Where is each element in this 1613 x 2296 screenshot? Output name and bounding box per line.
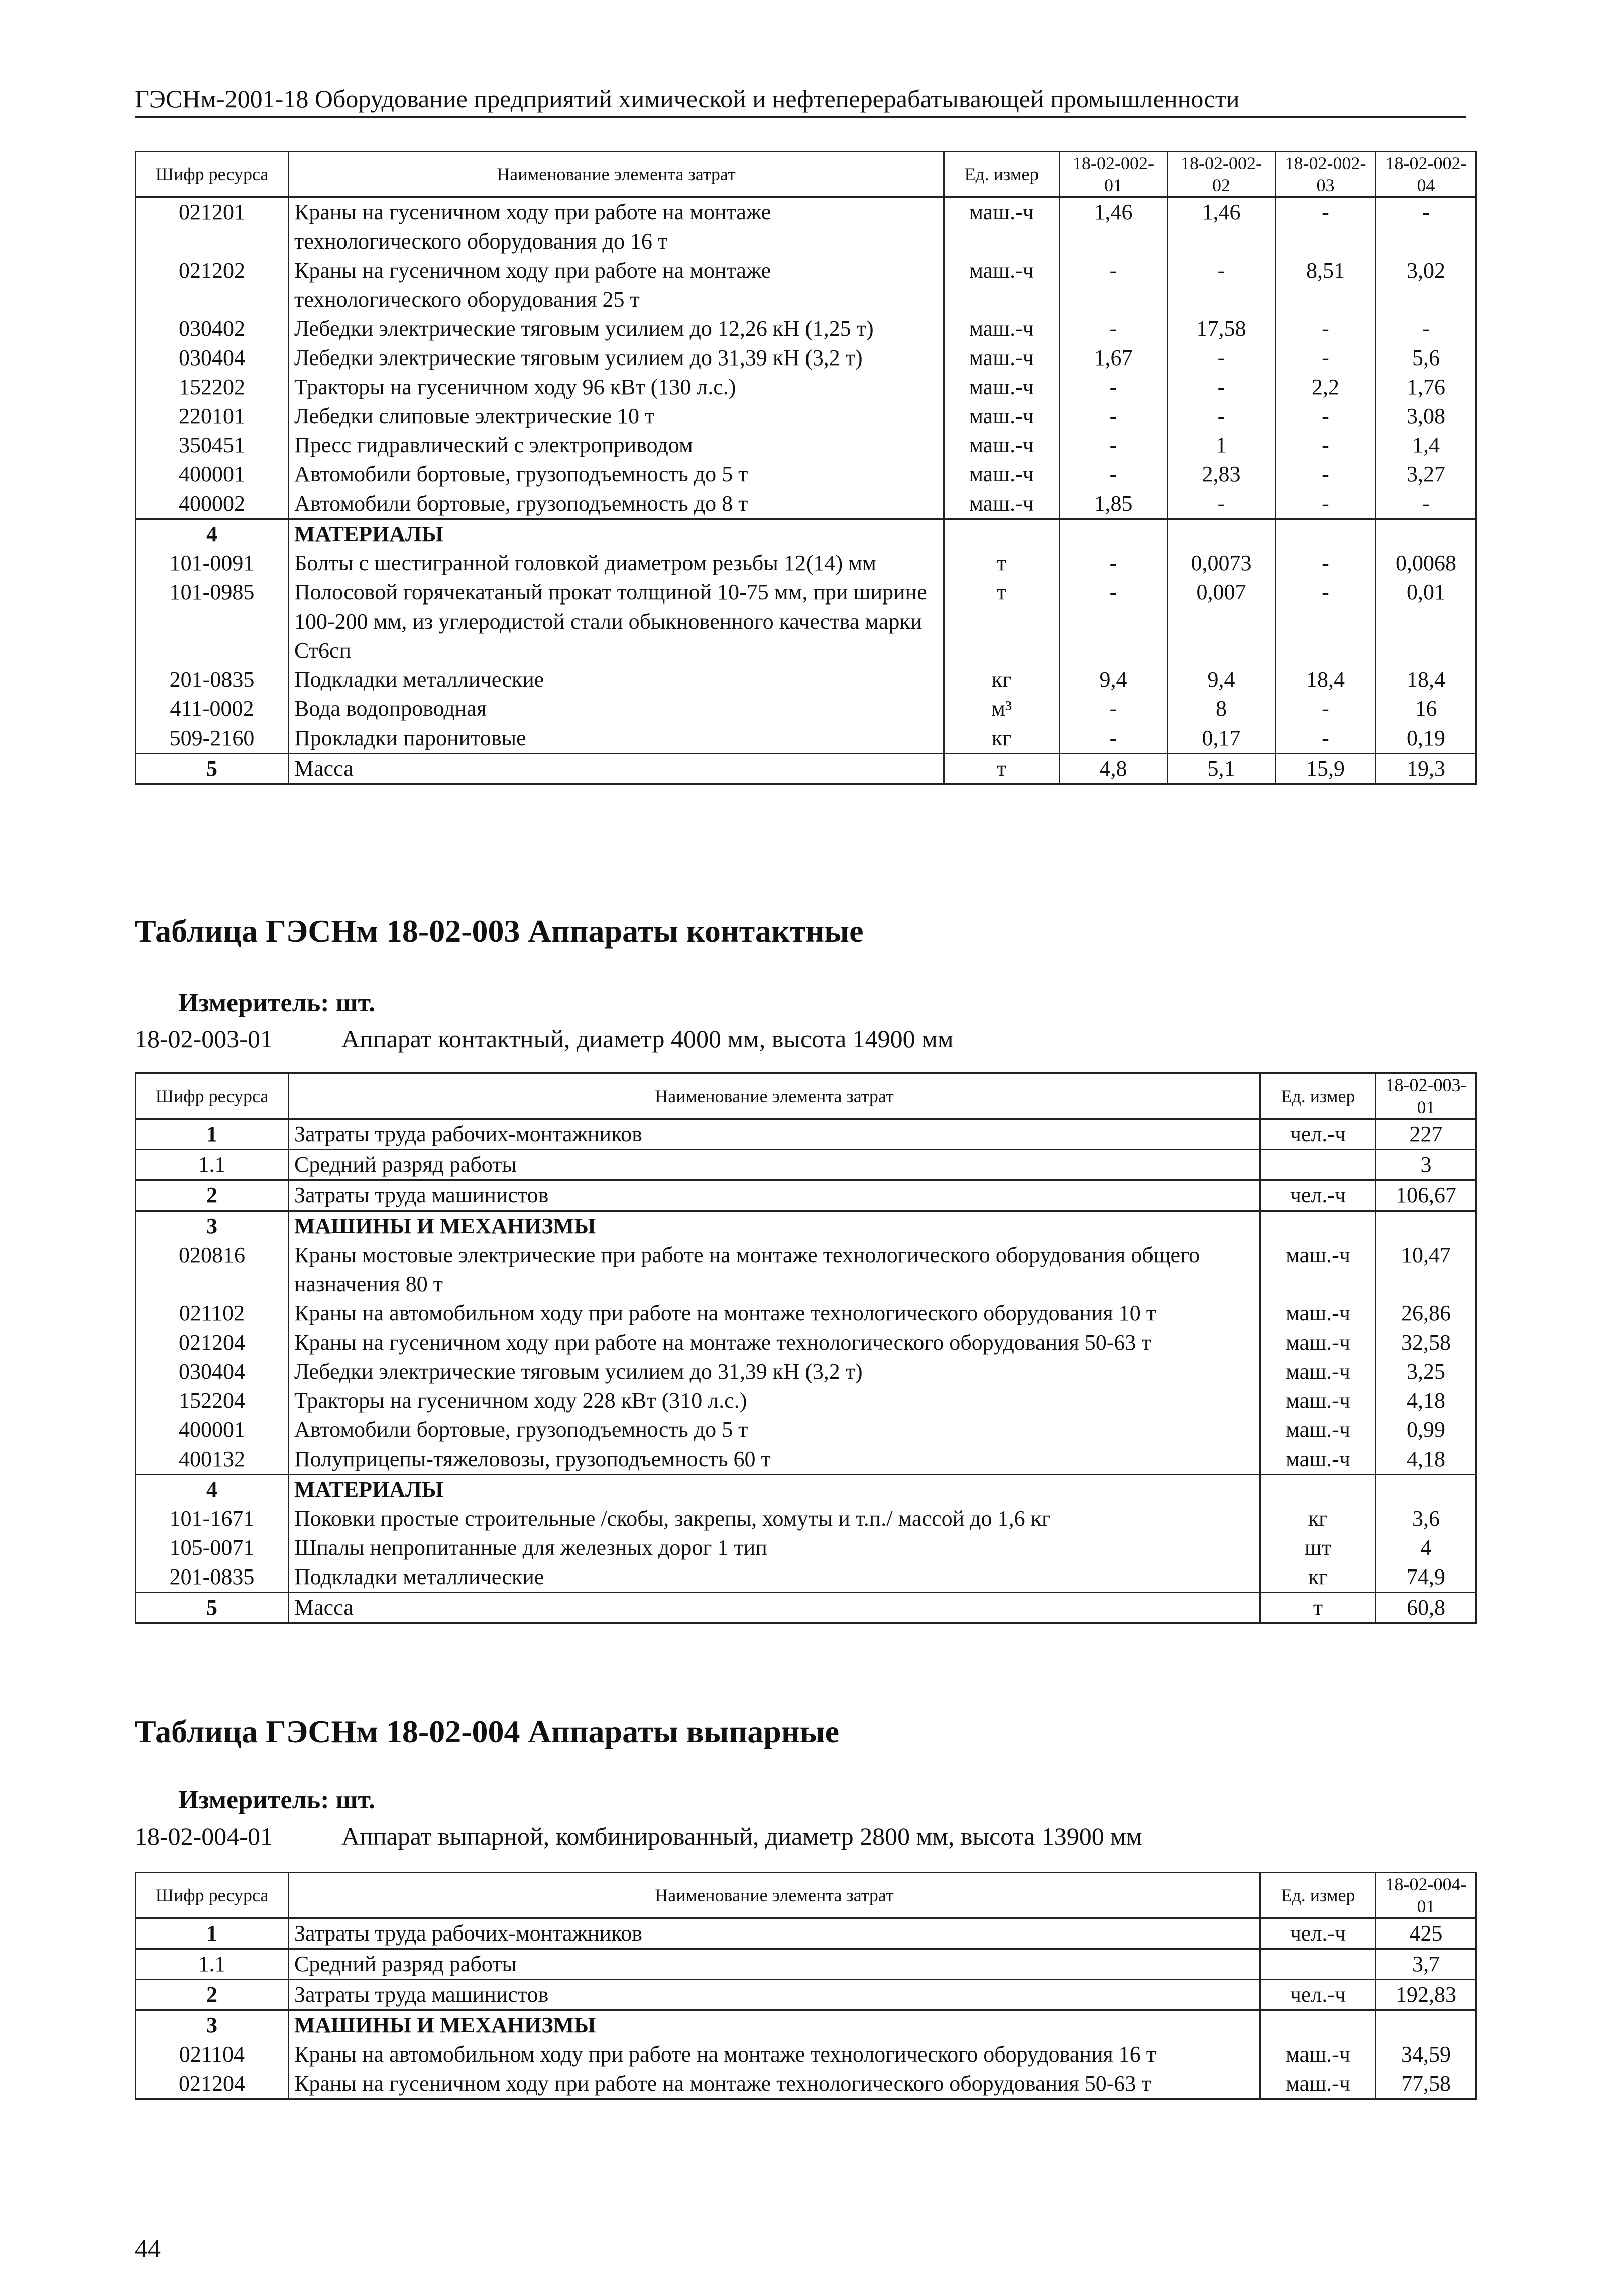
page-number: 44 xyxy=(135,2235,161,2263)
table-row xyxy=(136,1415,1476,1444)
resource-code-cell: 105-0071 xyxy=(136,1533,289,1562)
resource-code-cell: 030404 xyxy=(136,1357,289,1386)
value-cell: 1,67 xyxy=(1060,343,1168,373)
col-header-cost-element: Наименование элемента затрат xyxy=(289,1073,1260,1119)
cost-element-cell: МАШИНЫ И МЕХАНИЗМЫ xyxy=(289,2010,1260,2040)
value-cell: - xyxy=(1276,489,1376,519)
cost-element-cell: Затраты труда машинистов xyxy=(289,1980,1260,2010)
unit-cell: т xyxy=(944,549,1060,578)
value-cell: - xyxy=(1168,373,1276,402)
value-cell: 0,17 xyxy=(1168,723,1276,754)
cost-element-cell: Тракторы на гусеничном ходу 96 кВт (130 л.с.) xyxy=(289,373,944,402)
unit-cell: маш.-ч xyxy=(1260,1415,1376,1444)
table-row xyxy=(136,197,1476,257)
table-row xyxy=(136,1504,1476,1533)
unit-cell: кг xyxy=(1260,1562,1376,1593)
unit-cell: маш.-ч xyxy=(1260,2040,1376,2069)
item-description-18-02-003-01: Аппарат контактный, диаметр 4000 мм, высота 14900 мм xyxy=(341,1025,954,1053)
table-row xyxy=(136,1328,1476,1357)
value-cell xyxy=(1060,519,1168,549)
section-title-18-02-004: Таблица ГЭСНм 18-02-004 Аппараты выпарные xyxy=(135,1714,840,1749)
resource-code-cell: 1.1 xyxy=(136,1150,289,1180)
cost-element-cell: Лебедки электрические тяговым усилием до 12,26 кН (1,25 т) xyxy=(289,314,944,343)
value-cell: 1,46 xyxy=(1060,197,1168,257)
col-header-unit: Ед. измер xyxy=(1260,1073,1376,1119)
unit-cell: кг xyxy=(1260,1504,1376,1533)
table-row xyxy=(136,2069,1476,2099)
resource-code-cell: 2 xyxy=(136,1180,289,1211)
resource-code-cell: 400001 xyxy=(136,460,289,489)
table-row xyxy=(136,1533,1476,1562)
table-row xyxy=(136,549,1476,578)
cost-element-cell: Краны мостовые электрические при работе на монтаже технологического оборудования общего назначения 80 т xyxy=(289,1241,1260,1299)
value-cell xyxy=(1376,519,1476,549)
unit-cell xyxy=(1260,1949,1376,1980)
value-cell: 0,01 xyxy=(1376,578,1476,665)
value-cell: 425 xyxy=(1376,1918,1476,1949)
cost-element-cell: Затраты труда машинистов xyxy=(289,1180,1260,1211)
value-cell: 1,76 xyxy=(1376,373,1476,402)
cost-element-cell: Полосовой горячекатаный прокат толщиной 10-75 мм, при ширине 100-200 мм, из углеродистой стали обыкновенного качества марки Ст6сп xyxy=(289,578,944,665)
value-cell: - xyxy=(1060,373,1168,402)
unit-cell: маш.-ч xyxy=(1260,1241,1376,1299)
col-header-18-02-002-02: 18-02-002-02 xyxy=(1168,152,1276,197)
cost-element-cell: Краны на гусеничном ходу при работе на монтаже технологического оборудования 50-63 т xyxy=(289,1328,1260,1357)
value-cell xyxy=(1168,519,1276,549)
value-cell: 0,19 xyxy=(1376,723,1476,754)
unit-cell xyxy=(1260,2010,1376,2040)
col-header-resource-code: Шифр ресурса xyxy=(136,152,289,197)
value-cell: 5,6 xyxy=(1376,343,1476,373)
table-row xyxy=(136,256,1476,314)
resource-code-cell: 030402 xyxy=(136,314,289,343)
unit-cell: маш.-ч xyxy=(944,460,1060,489)
table-row xyxy=(136,2040,1476,2069)
value-cell: 3,02 xyxy=(1376,256,1476,314)
value-cell: 2,83 xyxy=(1168,460,1276,489)
value-cell xyxy=(1276,519,1376,549)
cost-element-cell: Лебедки слиповые электрические 10 т xyxy=(289,402,944,431)
cost-element-cell: Краны на гусеничном ходу при работе на монтаже технологического оборудования 50-63 т xyxy=(289,2069,1260,2099)
value-cell: 3,08 xyxy=(1376,402,1476,431)
unit-cell: чел.-ч xyxy=(1260,1918,1376,1949)
resource-code-cell: 509-2160 xyxy=(136,723,289,754)
cost-element-cell: Подкладки металлические xyxy=(289,665,944,694)
value-cell xyxy=(1376,1211,1476,1241)
table-row xyxy=(136,1475,1476,1505)
cost-element-cell: МАШИНЫ И МЕХАНИЗМЫ xyxy=(289,1211,1260,1241)
cost-element-cell: Масса xyxy=(289,754,944,784)
value-cell: 3 xyxy=(1376,1150,1476,1180)
unit-cell: чел.-ч xyxy=(1260,1119,1376,1150)
value-cell: 192,83 xyxy=(1376,1980,1476,2010)
value-cell: - xyxy=(1168,343,1276,373)
table-row xyxy=(136,694,1476,723)
col-header-18-02-003-01: 18-02-003-01 xyxy=(1376,1073,1476,1119)
cost-element-cell: Шпалы непропитанные для железных дорог 1 тип xyxy=(289,1533,1260,1562)
value-cell: 18,4 xyxy=(1376,665,1476,694)
value-cell: 4 xyxy=(1376,1533,1476,1562)
resource-code-cell: 400132 xyxy=(136,1444,289,1475)
resource-code-cell: 350451 xyxy=(136,431,289,460)
value-cell: 15,9 xyxy=(1276,754,1376,784)
value-cell: 1,85 xyxy=(1060,489,1168,519)
col-header-cost-element: Наименование элемента затрат xyxy=(289,1873,1260,1918)
resource-code-cell: 101-1671 xyxy=(136,1504,289,1533)
cost-element-cell: Лебедки электрические тяговым усилием до 31,39 кН (3,2 т) xyxy=(289,343,944,373)
value-cell: 227 xyxy=(1376,1119,1476,1150)
value-cell: - xyxy=(1276,314,1376,343)
cost-element-cell: Краны на автомобильном ходу при работе на монтаже технологического оборудования 10 т xyxy=(289,1299,1260,1328)
value-cell: - xyxy=(1060,314,1168,343)
value-cell: 10,47 xyxy=(1376,1241,1476,1299)
value-cell: 77,58 xyxy=(1376,2069,1476,2099)
table-row xyxy=(136,1593,1476,1623)
running-header: ГЭСНм-2001-18 Оборудование предприятий химической и нефтеперерабатывающей промышленности xyxy=(135,84,1466,118)
unit-cell: т xyxy=(944,754,1060,784)
table-row xyxy=(136,373,1476,402)
unit-cell: маш.-ч xyxy=(944,314,1060,343)
value-cell: 0,007 xyxy=(1168,578,1276,665)
table-row xyxy=(136,723,1476,754)
value-cell xyxy=(1376,2010,1476,2040)
table-row xyxy=(136,489,1476,519)
value-cell: 17,58 xyxy=(1168,314,1276,343)
unit-cell: т xyxy=(944,578,1060,665)
resource-code-cell: 030404 xyxy=(136,343,289,373)
value-cell: 9,4 xyxy=(1060,665,1168,694)
table-row xyxy=(136,1444,1476,1475)
table-row xyxy=(136,1180,1476,1211)
resource-code-cell: 4 xyxy=(136,1475,289,1505)
measure-label-18-02-003: Измеритель: шт. xyxy=(178,989,376,1017)
value-cell: 3,27 xyxy=(1376,460,1476,489)
value-cell: 106,67 xyxy=(1376,1180,1476,1211)
value-cell: 8,51 xyxy=(1276,256,1376,314)
cost-element-cell: Прокладки паронитовые xyxy=(289,723,944,754)
table-row xyxy=(136,314,1476,343)
cost-element-cell: Краны на гусеничном ходу при работе на монтаже технологического оборудования до 16 т xyxy=(289,197,944,257)
value-cell: - xyxy=(1060,694,1168,723)
resource-code-cell: 021204 xyxy=(136,2069,289,2099)
cost-element-cell: Поковки простые строительные /скобы, закрепы, хомуты и т.п./ массой до 1,6 кг xyxy=(289,1504,1260,1533)
col-header-18-02-002-04: 18-02-002-04 xyxy=(1376,152,1476,197)
cost-element-cell: Подкладки металлические xyxy=(289,1562,1260,1593)
table-row xyxy=(136,2010,1476,2040)
cost-element-cell: Краны на гусеничном ходу при работе на монтаже технологического оборудования 25 т xyxy=(289,256,944,314)
measure-label-18-02-004: Измеритель: шт. xyxy=(178,1786,376,1815)
value-cell: 5,1 xyxy=(1168,754,1276,784)
table-row xyxy=(136,1918,1476,1949)
cost-element-cell: Затраты труда рабочих-монтажников xyxy=(289,1119,1260,1150)
table-row xyxy=(136,343,1476,373)
value-cell: 3,7 xyxy=(1376,1949,1476,1980)
value-cell: 1 xyxy=(1168,431,1276,460)
value-cell: - xyxy=(1276,402,1376,431)
table-row xyxy=(136,578,1476,665)
unit-cell: маш.-ч xyxy=(944,256,1060,314)
value-cell: 1,4 xyxy=(1376,431,1476,460)
value-cell: - xyxy=(1060,431,1168,460)
value-cell: - xyxy=(1276,197,1376,257)
value-cell: 4,18 xyxy=(1376,1386,1476,1415)
table-row xyxy=(136,431,1476,460)
cost-element-cell: Автомобили бортовые, грузоподъемность до 5 т xyxy=(289,1415,1260,1444)
unit-cell xyxy=(1260,1475,1376,1505)
cost-element-cell: Масса xyxy=(289,1593,1260,1623)
table-row xyxy=(136,1119,1476,1150)
table-row xyxy=(136,1357,1476,1386)
cost-element-cell: Пресс гидравлический с электроприводом xyxy=(289,431,944,460)
value-cell: - xyxy=(1276,460,1376,489)
cost-element-cell: Тракторы на гусеничном ходу 228 кВт (310 л.с.) xyxy=(289,1386,1260,1415)
value-cell: - xyxy=(1376,314,1476,343)
value-cell: - xyxy=(1276,343,1376,373)
resource-code-cell: 201-0835 xyxy=(136,665,289,694)
table-row xyxy=(136,1150,1476,1180)
col-header-18-02-002-01: 18-02-002-01 xyxy=(1060,152,1168,197)
unit-cell: чел.-ч xyxy=(1260,1180,1376,1211)
unit-cell: маш.-ч xyxy=(1260,1357,1376,1386)
cost-element-cell: Полуприцепы-тяжеловозы, грузоподъемность 60 т xyxy=(289,1444,1260,1475)
resource-code-cell: 021204 xyxy=(136,1328,289,1357)
resource-code-cell: 400002 xyxy=(136,489,289,519)
value-cell: 0,99 xyxy=(1376,1415,1476,1444)
resource-code-cell: 5 xyxy=(136,1593,289,1623)
unit-cell xyxy=(1260,1211,1376,1241)
cost-element-cell: Краны на автомобильном ходу при работе на монтаже технологического оборудования 16 т xyxy=(289,2040,1260,2069)
col-header-unit: Ед. измер xyxy=(1260,1873,1376,1918)
value-cell: 9,4 xyxy=(1168,665,1276,694)
cost-element-cell: МАТЕРИАЛЫ xyxy=(289,1475,1260,1505)
col-header-18-02-002-03: 18-02-002-03 xyxy=(1276,152,1376,197)
item-description-18-02-004-01: Аппарат выпарной, комбинированный, диаметр 2800 мм, высота 13900 мм xyxy=(341,1822,1142,1850)
unit-cell xyxy=(944,519,1060,549)
resource-code-cell: 220101 xyxy=(136,402,289,431)
resource-code-cell: 101-0985 xyxy=(136,578,289,665)
resource-table-18-02-004 xyxy=(135,1872,1477,2100)
section-title-18-02-003: Таблица ГЭСНм 18-02-003 Аппараты контактные xyxy=(135,913,864,949)
value-cell: - xyxy=(1060,402,1168,431)
value-cell: 4,18 xyxy=(1376,1444,1476,1475)
resource-table-18-02-003 xyxy=(135,1072,1477,1624)
cost-element-cell: Вода водопроводная xyxy=(289,694,944,723)
resource-code-cell: 201-0835 xyxy=(136,1562,289,1593)
value-cell: 18,4 xyxy=(1276,665,1376,694)
col-header-18-02-004-01: 18-02-004-01 xyxy=(1376,1873,1476,1918)
value-cell: - xyxy=(1276,694,1376,723)
resource-code-cell: 152202 xyxy=(136,373,289,402)
unit-cell: чел.-ч xyxy=(1260,1980,1376,2010)
table-row xyxy=(136,460,1476,489)
value-cell: 3,25 xyxy=(1376,1357,1476,1386)
unit-cell xyxy=(1260,1150,1376,1180)
cost-element-cell: Болты с шестигранной головкой диаметром резьбы 12(14) мм xyxy=(289,549,944,578)
resource-code-cell: 3 xyxy=(136,2010,289,2040)
unit-cell: маш.-ч xyxy=(944,489,1060,519)
unit-cell: кг xyxy=(944,723,1060,754)
cost-element-cell: Лебедки электрические тяговым усилием до 31,39 кН (3,2 т) xyxy=(289,1357,1260,1386)
resource-table-18-02-002 xyxy=(135,151,1477,785)
resource-code-cell: 1.1 xyxy=(136,1949,289,1980)
value-cell: - xyxy=(1276,431,1376,460)
value-cell: - xyxy=(1060,549,1168,578)
table-row xyxy=(136,1211,1476,1241)
value-cell: - xyxy=(1276,723,1376,754)
resource-code-cell: 020816 xyxy=(136,1241,289,1299)
resource-code-cell: 152204 xyxy=(136,1386,289,1415)
table-row xyxy=(136,1299,1476,1328)
value-cell: 32,58 xyxy=(1376,1328,1476,1357)
value-cell: 1,46 xyxy=(1168,197,1276,257)
resource-code-cell: 4 xyxy=(136,519,289,549)
col-header-cost-element: Наименование элемента затрат xyxy=(289,152,944,197)
unit-cell: маш.-ч xyxy=(944,197,1060,257)
table-row xyxy=(136,1386,1476,1415)
col-header-resource-code: Шифр ресурса xyxy=(136,1873,289,1918)
value-cell: 19,3 xyxy=(1376,754,1476,784)
table-row xyxy=(136,519,1476,549)
table-row xyxy=(136,1949,1476,1980)
value-cell: - xyxy=(1376,489,1476,519)
cost-element-cell: Автомобили бортовые, грузоподъемность до 8 т xyxy=(289,489,944,519)
table-row xyxy=(136,754,1476,784)
unit-cell: м³ xyxy=(944,694,1060,723)
value-cell: - xyxy=(1060,723,1168,754)
table-row xyxy=(136,402,1476,431)
value-cell: - xyxy=(1376,197,1476,257)
unit-cell: маш.-ч xyxy=(1260,2069,1376,2099)
unit-cell: маш.-ч xyxy=(1260,1386,1376,1415)
unit-cell: маш.-ч xyxy=(944,402,1060,431)
table-row xyxy=(136,1562,1476,1593)
value-cell xyxy=(1376,1475,1476,1505)
cost-element-cell: Средний разряд работы xyxy=(289,1949,1260,1980)
value-cell: 60,8 xyxy=(1376,1593,1476,1623)
value-cell: - xyxy=(1060,460,1168,489)
table-row xyxy=(136,665,1476,694)
value-cell: 0,0073 xyxy=(1168,549,1276,578)
resource-code-cell: 021104 xyxy=(136,2040,289,2069)
cost-element-cell: МАТЕРИАЛЫ xyxy=(289,519,944,549)
unit-cell: маш.-ч xyxy=(944,343,1060,373)
value-cell: - xyxy=(1168,256,1276,314)
value-cell: 3,6 xyxy=(1376,1504,1476,1533)
cost-element-cell: Средний разряд работы xyxy=(289,1150,1260,1180)
value-cell: - xyxy=(1276,549,1376,578)
value-cell: - xyxy=(1060,256,1168,314)
resource-code-cell: 1 xyxy=(136,1119,289,1150)
value-cell: - xyxy=(1168,489,1276,519)
col-header-resource-code: Шифр ресурса xyxy=(136,1073,289,1119)
resource-code-cell: 411-0002 xyxy=(136,694,289,723)
value-cell: 16 xyxy=(1376,694,1476,723)
unit-cell: маш.-ч xyxy=(944,431,1060,460)
table-row xyxy=(136,1980,1476,2010)
unit-cell: маш.-ч xyxy=(944,373,1060,402)
col-header-unit: Ед. измер xyxy=(944,152,1060,197)
value-cell: 26,86 xyxy=(1376,1299,1476,1328)
cost-element-cell: Автомобили бортовые, грузоподъемность до 5 т xyxy=(289,460,944,489)
unit-cell: шт xyxy=(1260,1533,1376,1562)
value-cell: 4,8 xyxy=(1060,754,1168,784)
unit-cell: маш.-ч xyxy=(1260,1444,1376,1475)
value-cell: 34,59 xyxy=(1376,2040,1476,2069)
value-cell: 74,9 xyxy=(1376,1562,1476,1593)
table-row xyxy=(136,1241,1476,1299)
resource-code-cell: 3 xyxy=(136,1211,289,1241)
unit-cell: кг xyxy=(944,665,1060,694)
value-cell: 0,0068 xyxy=(1376,549,1476,578)
resource-code-cell: 5 xyxy=(136,754,289,784)
item-code-18-02-003-01: 18-02-003-01 xyxy=(135,1025,273,1053)
value-cell: - xyxy=(1168,402,1276,431)
unit-cell: маш.-ч xyxy=(1260,1299,1376,1328)
resource-code-cell: 1 xyxy=(136,1918,289,1949)
resource-code-cell: 101-0091 xyxy=(136,549,289,578)
value-cell: - xyxy=(1276,578,1376,665)
unit-cell: т xyxy=(1260,1593,1376,1623)
resource-code-cell: 021201 xyxy=(136,197,289,257)
value-cell: 2,2 xyxy=(1276,373,1376,402)
resource-code-cell: 021102 xyxy=(136,1299,289,1328)
cost-element-cell: Затраты труда рабочих-монтажников xyxy=(289,1918,1260,1949)
unit-cell: маш.-ч xyxy=(1260,1328,1376,1357)
resource-code-cell: 2 xyxy=(136,1980,289,2010)
resource-code-cell: 400001 xyxy=(136,1415,289,1444)
item-code-18-02-004-01: 18-02-004-01 xyxy=(135,1822,273,1850)
resource-code-cell: 021202 xyxy=(136,256,289,314)
value-cell: 8 xyxy=(1168,694,1276,723)
value-cell: - xyxy=(1060,578,1168,665)
